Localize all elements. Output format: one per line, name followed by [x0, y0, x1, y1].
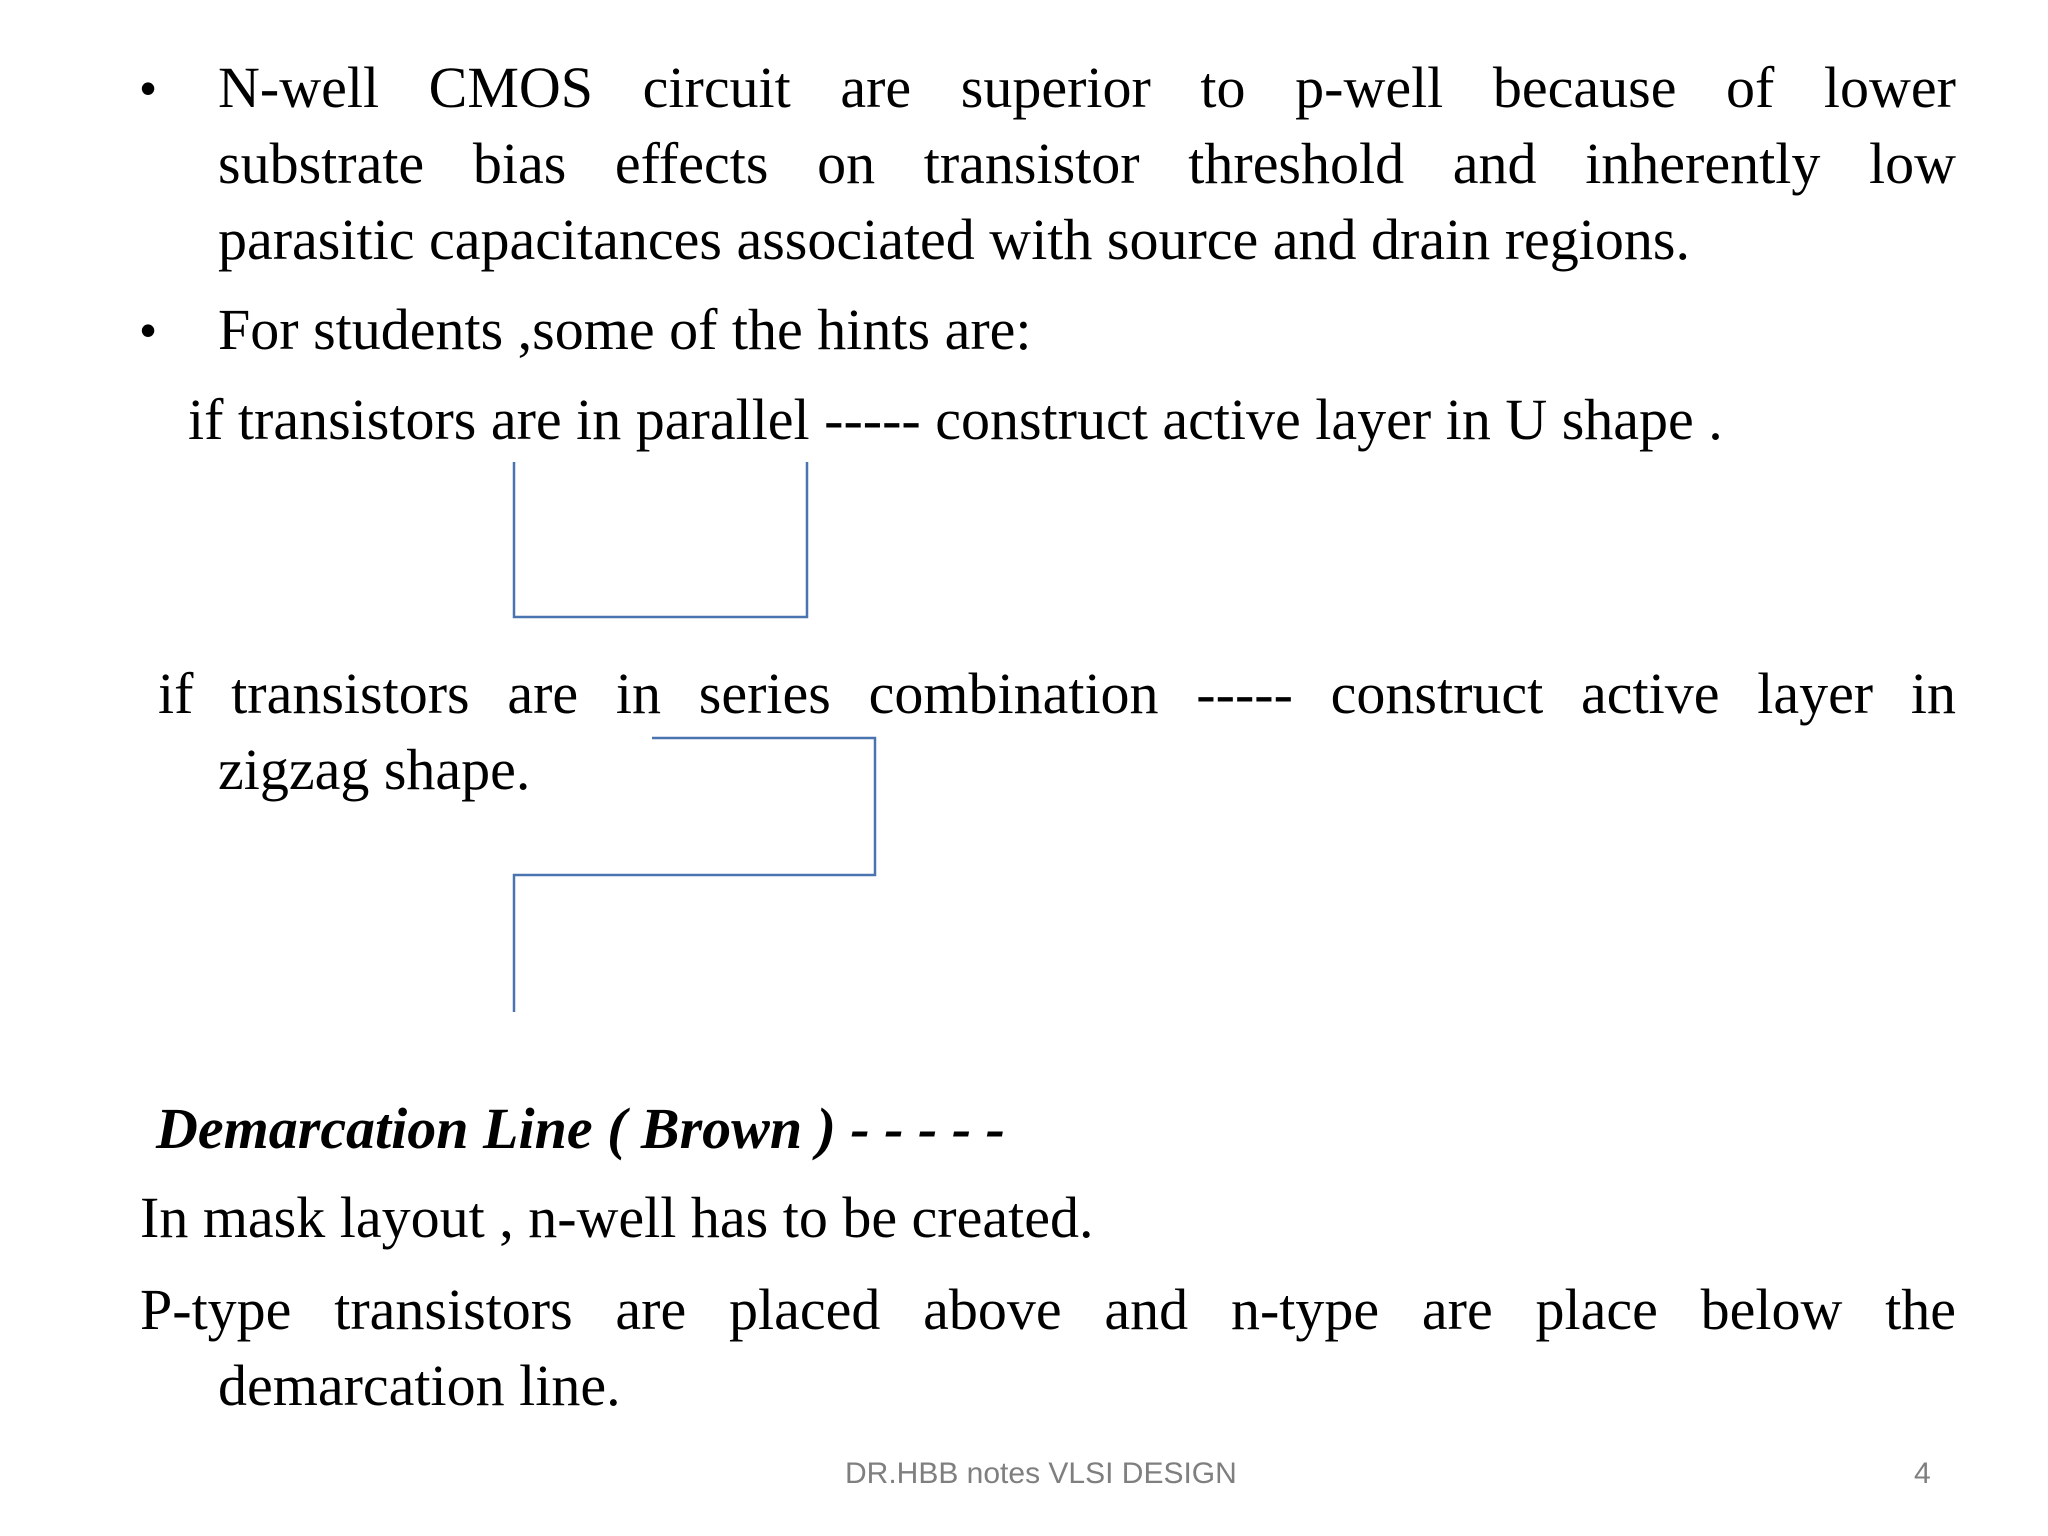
bullet-marker: • — [140, 62, 157, 114]
ptype-line-2: demarcation line. — [218, 1353, 621, 1418]
hint-series-line-1: if transistors are in series combination ----- construct active layer in — [158, 661, 1956, 726]
zigzag-shape-diagram — [514, 738, 875, 1012]
page-number: 4 — [1914, 1457, 1931, 1490]
footer-text: DR.HBB notes VLSI DESIGN — [845, 1457, 1237, 1490]
ptype-line-1: P-type transistors are placed above and n-type are place below the — [140, 1277, 1956, 1342]
u-shape-diagram — [514, 462, 807, 617]
hint-series-line-2: zigzag shape. — [218, 737, 531, 802]
ptype-text — [140, 1272, 1956, 1424]
bullet-1-line-3: parasitic capacitances associated with source and drain regions. — [218, 207, 1690, 272]
bullet-1-line-2: substrate bias effects on transistor threshold and inherently low — [218, 131, 1956, 196]
bullet-2-text: For students ,some of the hints are: — [218, 297, 1032, 362]
demarcation-heading: Demarcation Line ( Brown ) - - - - - — [156, 1096, 1005, 1161]
hint-parallel-text: if transistors are in parallel ----- construct active layer in U shape . — [188, 387, 1723, 452]
bullet-marker: • — [140, 304, 157, 356]
bullet-1-line-1: N-well CMOS circuit are superior to p-well because of lower — [218, 55, 1956, 120]
mask-layout-text: In mask layout , n-well has to be created. — [140, 1185, 1094, 1250]
